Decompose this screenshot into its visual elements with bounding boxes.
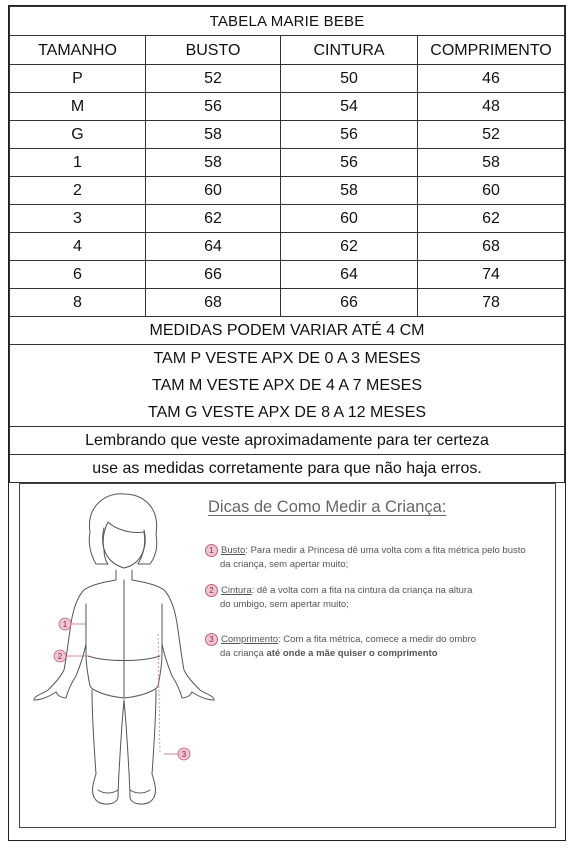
size-chart-sheet [8,5,566,841]
cell-size: M [10,93,146,121]
tip-term: Busto [221,545,246,557]
table-row [10,93,565,121]
cell-length: 48 [418,93,565,121]
cell-bust: 58 [146,149,281,177]
tip-bold-text: até onde a mãe quiser o comprimento [263,648,438,660]
tip-text: : Para medir a Princesa dê uma volta com a fita métrica pelo busto [245,545,526,557]
cell-length: 58 [418,149,565,177]
cell-waist: 60 [281,205,418,233]
age-line-g: TAM G VESTE APX DE 8 A 12 MESES [148,404,427,421]
tip-number: 1 [205,544,218,557]
age-line-p: TAM P VESTE APX DE 0 A 3 MESES [153,350,421,367]
cell-waist: 56 [281,149,418,177]
cell-waist: 50 [281,65,418,93]
cell-length: 68 [418,233,565,261]
marker-3-label: 3 [181,750,187,759]
table-row [10,261,565,289]
age-guide [10,345,565,427]
header-length: COMPRIMENTO [418,36,565,65]
tip-text-continued: da criança, sem apertar muito; [220,559,349,571]
table-title: TABELA MARIE BEBE [10,7,565,36]
cell-size: 3 [10,205,146,233]
measuring-guide [19,483,556,828]
cell-size: 4 [10,233,146,261]
cell-bust: 58 [146,121,281,149]
tip-number: 2 [205,584,218,597]
cell-length: 46 [418,65,565,93]
age-line-m: TAM M VESTE APX DE 4 A 7 MESES [152,377,423,394]
cell-length: 74 [418,261,565,289]
cell-bust: 52 [146,65,281,93]
guide-title: Dicas de Como Medir a Criança: [208,498,447,516]
cell-waist: 62 [281,233,418,261]
cell-length: 62 [418,205,565,233]
tip-number: 3 [205,633,218,646]
tip-text-continued-wrap [205,647,550,661]
table-row [10,177,565,205]
reminder-line-2: use as medidas corretamente para que não haja erros. [10,455,565,483]
cell-size: G [10,121,146,149]
cell-waist: 64 [281,261,418,289]
cell-length: 78 [418,289,565,317]
size-rows [10,65,565,317]
cell-length: 52 [418,121,565,149]
cell-waist: 56 [281,121,418,149]
table-row [10,65,565,93]
table-row [10,121,565,149]
cell-size: 1 [10,149,146,177]
table-row [10,233,565,261]
cell-size: 2 [10,177,146,205]
tip-text-continued: do umbigo, sem apertar muito; [220,599,349,611]
marker-1-label: 1 [62,620,68,629]
header-bust: BUSTO [146,36,281,65]
cell-bust: 66 [146,261,281,289]
cell-waist: 54 [281,93,418,121]
cell-waist: 58 [281,177,418,205]
reminder-line-1: Lembrando que veste aproximadamente para ter certeza [10,427,565,455]
table-row [10,205,565,233]
cell-size: 6 [10,261,146,289]
cell-bust: 64 [146,233,281,261]
tip-length [205,633,550,661]
cell-bust: 56 [146,93,281,121]
header-size: TAMANHO [10,36,146,65]
tip-text: : dê a volta com a fita na cintura da criança na altura [251,585,473,597]
marker-2-label: 2 [57,652,63,661]
tip-waist [205,584,550,612]
cell-bust: 68 [146,289,281,317]
tip-text: : Com a fita métrica, comece a medir do ombro [278,634,477,646]
cell-size: P [10,65,146,93]
tip-text-continued: da criança [220,648,264,660]
header-waist: CINTURA [281,36,418,65]
cell-bust: 60 [146,177,281,205]
variation-note: MEDIDAS PODEM VARIAR ATÉ 4 CM [10,317,565,345]
size-table [9,6,565,483]
tip-term: Cintura [221,585,252,597]
tip-term: Comprimento [221,634,279,646]
table-row [10,149,565,177]
cell-size: 8 [10,289,146,317]
cell-length: 60 [418,177,565,205]
table-row [10,289,565,317]
cell-waist: 66 [281,289,418,317]
cell-bust: 62 [146,205,281,233]
tip-bust [205,544,550,572]
